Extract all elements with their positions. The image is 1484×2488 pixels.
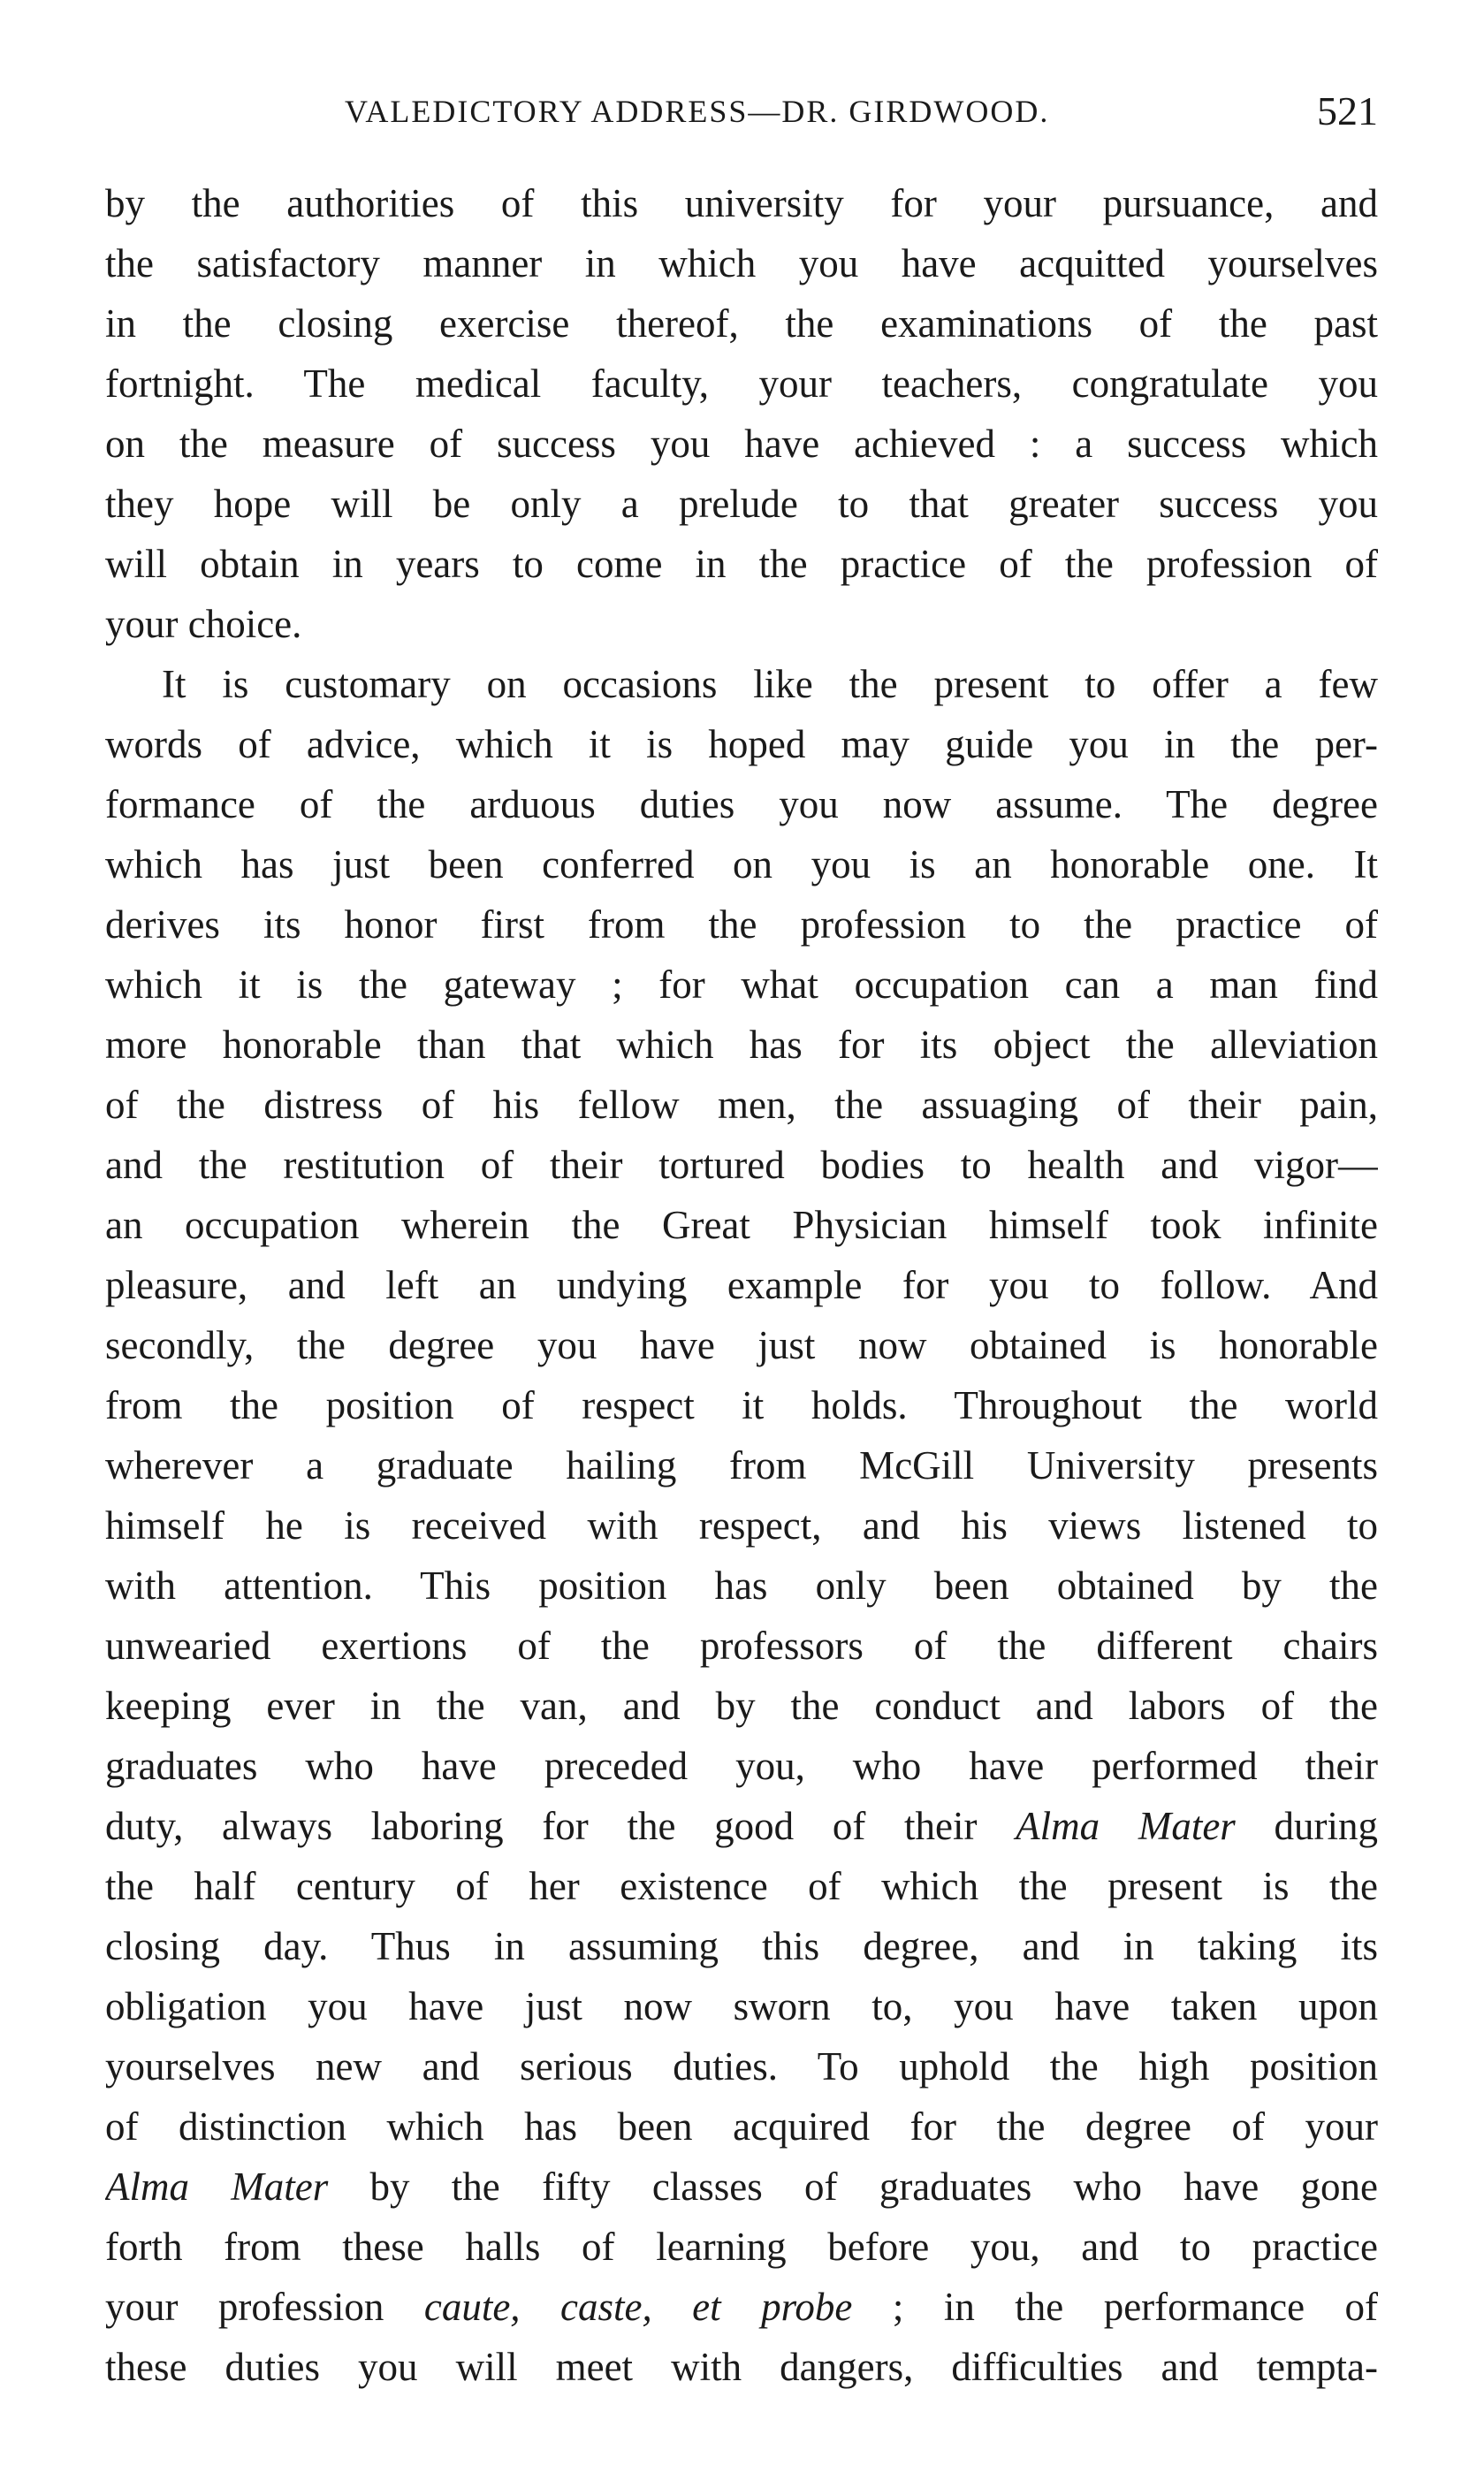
text-segment: your profession	[105, 2285, 424, 2329]
text-line	[105, 414, 1378, 474]
text-line	[105, 173, 1378, 233]
text-segment: duty, always laboring for the good of their	[105, 1804, 1016, 1848]
italic-phrase: Alma Mater	[1016, 1804, 1236, 1848]
text-segment: It is customary on occasions like the present to offer a few	[162, 662, 1378, 706]
text-line	[105, 2096, 1378, 2157]
text-line	[105, 1796, 1378, 1856]
text-segment: the half century of her existence of which the present is the	[105, 1864, 1378, 1908]
text-segment: by the fifty classes of graduates who have gone	[328, 2165, 1378, 2209]
page-number: 521	[1317, 88, 1378, 133]
text-segment: the satisfactory manner in which you have acquitted yourselves	[105, 241, 1378, 285]
text-segment: with attention. This position has only been obtained by the	[105, 1564, 1378, 1608]
text-line	[105, 474, 1378, 534]
text-line	[105, 1015, 1378, 1075]
text-line	[105, 1195, 1378, 1255]
text-line	[105, 894, 1378, 955]
text-line	[105, 654, 1378, 714]
text-segment: they hope will be only a prelude to that greater success you	[105, 482, 1378, 526]
text-segment: in the closing exercise thereof, the examinations of the past	[105, 301, 1378, 346]
text-line	[105, 1616, 1378, 1676]
text-line	[105, 1375, 1378, 1435]
text-segment: wherever a graduate hailing from McGill University presents	[105, 1443, 1378, 1487]
text-line	[105, 1976, 1378, 2036]
italic-phrase: caute, caste, et probe	[423, 2285, 853, 2329]
text-segment: himself he is received with respect, and his views listened to	[105, 1503, 1378, 1548]
text-line	[105, 2217, 1378, 2277]
text-line	[105, 2337, 1378, 2397]
text-segment: fortnight. The medical faculty, your teachers, congratulate you	[105, 361, 1378, 406]
text-line	[105, 2157, 1378, 2217]
text-segment: during	[1235, 1804, 1378, 1848]
text-segment: closing day. Thus in assuming this degree, and in taking its	[105, 1924, 1378, 1968]
text-line	[105, 2036, 1378, 2096]
text-segment: your choice.	[105, 602, 302, 646]
text-segment: forth from these halls of learning before you, and to practice	[105, 2225, 1378, 2269]
text-line	[105, 1856, 1378, 1916]
text-segment: an occupation wherein the Great Physician himself took infinite	[105, 1203, 1378, 1247]
text-line	[105, 1495, 1378, 1556]
text-line	[105, 1556, 1378, 1616]
text-segment: pleasure, and left an undying example for you to follow. And	[105, 1263, 1378, 1307]
text-line	[105, 534, 1378, 594]
running-title: VALEDICTORY ADDRESS—DR. GIRDWOOD.	[345, 94, 1050, 129]
text-line	[105, 354, 1378, 414]
text-segment: these duties you will meet with dangers, difficulties and tempta-	[105, 2345, 1378, 2389]
text-segment: from the position of respect it holds. Throughout the world	[105, 1383, 1378, 1427]
text-line	[105, 2277, 1378, 2337]
text-segment: secondly, the degree you have just now obtained is honorable	[105, 1323, 1378, 1367]
text-segment: obligation you have just now sworn to, you have taken upon	[105, 1984, 1378, 2028]
text-segment: which has just been conferred on you is an honorable one. It	[105, 842, 1378, 886]
text-line	[105, 1736, 1378, 1796]
text-segment: formance of the arduous duties you now assume. The degree	[105, 782, 1378, 826]
text-line	[105, 774, 1378, 834]
text-line	[105, 1135, 1378, 1195]
text-segment: on the measure of success you have achieved : a success which	[105, 422, 1378, 466]
text-segment: of distinction which has been acquired for the degree of your	[105, 2104, 1378, 2149]
text-line	[105, 955, 1378, 1015]
text-line	[105, 233, 1378, 293]
text-segment: which it is the gateway ; for what occupation can a man find	[105, 962, 1378, 1007]
text-line	[105, 1676, 1378, 1736]
running-head	[105, 85, 1378, 138]
text-line	[105, 1916, 1378, 1976]
text-segment: yourselves new and serious duties. To uphold the high position	[105, 2044, 1378, 2089]
text-line	[105, 1075, 1378, 1135]
text-segment: more honorable than that which has for its object the alleviation	[105, 1023, 1378, 1067]
text-segment: and the restitution of their tortured bodies to health and vigor—	[105, 1143, 1378, 1187]
text-segment: ; in the performance of	[852, 2285, 1378, 2329]
text-segment: unwearied exertions of the professors of the different chairs	[105, 1624, 1378, 1668]
text-line	[105, 834, 1378, 894]
italic-phrase: Alma Mater	[105, 2165, 329, 2209]
text-line	[105, 594, 1378, 654]
text-segment: by the authorities of this university for your pursuance, and	[105, 181, 1378, 225]
text-line	[105, 1255, 1378, 1315]
text-line	[105, 1435, 1378, 1495]
text-line	[105, 714, 1378, 774]
text-segment: graduates who have preceded you, who have performed their	[105, 1744, 1378, 1788]
text-segment: derives its honor first from the profession to the practice of	[105, 902, 1378, 947]
body-text	[105, 173, 1378, 2397]
text-segment: words of advice, which it is hoped may guide you in the per-	[105, 722, 1378, 766]
text-segment: keeping ever in the van, and by the conduct and labors of the	[105, 1684, 1378, 1728]
text-segment: of the distress of his fellow men, the assuaging of their pain,	[105, 1083, 1378, 1127]
text-line	[105, 293, 1378, 354]
text-line	[105, 1315, 1378, 1375]
text-segment: will obtain in years to come in the practice of the profession of	[105, 542, 1378, 586]
